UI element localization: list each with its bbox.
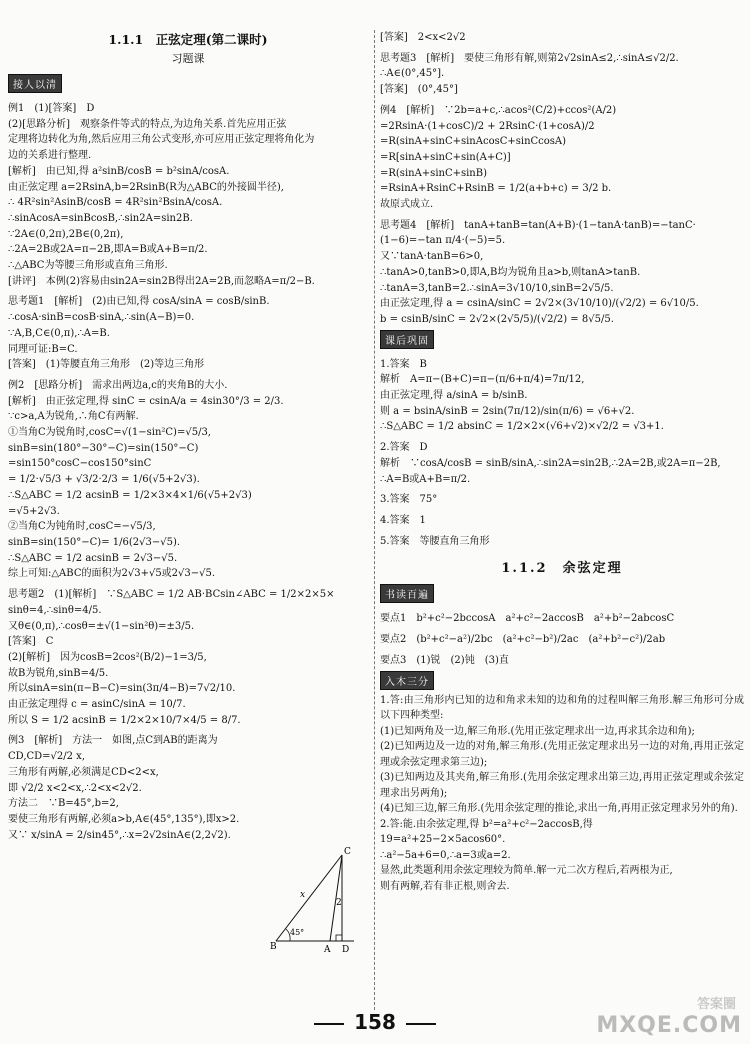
text-line: = 1/2·√5/3 + √3/2·2/3 = 1/6(√5+2√3).	[8, 474, 200, 486]
text-line: [解析] 由正弦定理,得 sinC = csinA/a = 4sin30°/3 = 2/3.	[8, 395, 284, 407]
section-title-2: 1.1.2 余弦定理	[501, 561, 623, 577]
left-column	[8, 0, 368, 1004]
text-line: ∴ 4R²sin²AsinB/cosB = 4R²sin²BsinA/cosA.	[8, 197, 223, 209]
text-line: [答案] C	[8, 636, 54, 648]
answer-paragraph: 19=a²+25−2×5acos60°.	[380, 834, 506, 845]
key-points-block	[380, 611, 744, 668]
tag-label: 书读百遍	[380, 584, 434, 603]
text-line: 同理可证:B=C.	[8, 343, 78, 355]
figure-label-d: D	[342, 945, 350, 956]
triangle-figure-area	[8, 843, 368, 963]
text-line: 3.答案 75°	[380, 494, 438, 506]
text-line: ∴S△ABC = 1/2 acsinB = 2√3−√5.	[8, 552, 178, 564]
text-line: [答案] (1)等腰直角三角形 (2)等边三角形	[8, 359, 205, 371]
text-line: ∴tanA>0,tanB>0,即A,B均为锐角且a>b,则tanA>tanB.	[380, 266, 641, 278]
text-line: ∴cosA·sinB=cosB·sinA,∴sin(A−B)=0.	[8, 312, 195, 324]
answer-paragraph: (4)已知三边,解三角形.(先用余弦定理的推论,求出一角,再用正弦定理求另外的角).	[380, 803, 738, 814]
key-point-line: 要点1 b²+c²−2bccosA a²+c²−2accosB a²+b²−2abcosC	[380, 613, 675, 625]
text-line: 方法二 ∵B=45°,b=2,	[8, 798, 119, 810]
text-line: ∴△ABC为等腰三角形或直角三角形.	[8, 260, 168, 272]
page-number-text: 158	[354, 1010, 396, 1034]
text-line: ∴2A=2B或2A=π−2B,即A=B或A+B=π/2.	[8, 244, 208, 256]
watermark-top: 答案圈	[696, 997, 736, 1012]
answer-paragraph: 显然,此类题利用余弦定理较为简单.解一元二次方程后,若两根为正,	[380, 865, 673, 876]
right-column	[380, 0, 744, 1004]
text-line: ∴A=B或A+B=π/2.	[380, 473, 471, 485]
text-line: 故B为锐角,sinB=4/5.	[8, 667, 109, 679]
answer-paragraph: (3)已知两边及其夹角,解三角形.(先用余弦定理求出第三边,再用正弦定理或余弦定理求出另两角);	[380, 772, 744, 799]
text-line: [解析] 由已知,得 a²sinB/cosB = b²sinA/cosA.	[8, 165, 230, 177]
text-line: ①当角C为锐角时,cosC=√(1−sin²C)=√5/3,	[8, 427, 211, 439]
answers-paragraphs	[380, 693, 744, 895]
text-line: sinθ=4,∴sinθ=4/5.	[8, 604, 102, 616]
right-top-text-block	[380, 30, 744, 328]
text-line: ∴A∈(0°,45°].	[380, 68, 445, 80]
key-point-line: 要点2 (b²+c²−a²)/2bc (a²+c²−b²)/2ac (a²+b²−c²)/2ab	[380, 634, 666, 646]
text-line: 1.答案 B	[380, 358, 427, 370]
text-line: 所以 S = 1/2 acsinB = 1/2×2×10/7×4/5 = 8/7.	[8, 714, 241, 726]
text-line: ∵c>a,A为锐角,∴角C有两解.	[8, 411, 139, 423]
text-line: 即 √2/2 x<2<x,∴2<x<2√2.	[8, 782, 142, 794]
text-line: 例3 [解析] 方法一 如图,点C到AB的距离为	[8, 735, 218, 747]
key-point-line: 要点3 (1)锐 (2)钝 (3)直	[380, 654, 509, 666]
text-line: 例2 [思路分析] 需求出两边a,c的夹角B的大小.	[8, 379, 228, 391]
text-line: 又∵ x/sinA = 2/sin45°,∴x=2√2sinA∈(2,2√2).	[8, 829, 231, 841]
text-line: 思考题4 [解析] tanA+tanB=tan(A+B)·(1−tanA·tanB)=−tanC·	[380, 219, 696, 231]
tag-label: 接人以清	[8, 74, 62, 93]
figure-label-angle: 45°	[290, 928, 305, 938]
text-line: 又θ∈(0,π),∴cosθ=±√(1−sin²θ)=±3/5.	[8, 620, 195, 632]
text-line: 所以sinA=sin(π−B−C)=sin(3π/4−B)=7√2/10.	[8, 683, 236, 695]
text-line: 思考题3 [解析] 要使三角形有解,则第2√2sinA≤2,∴sinA≤√2/2.	[380, 52, 679, 64]
text-line: ∵2A∈(0,2π),2B∈(0,2π),	[8, 228, 124, 240]
text-line: [答案] 2<x<2√2	[380, 32, 466, 43]
left-text-block	[8, 101, 368, 843]
text-line: [答案] (0°,45°]	[380, 84, 458, 96]
text-line: 综上可知:△ABC的面积为2√3+√5或2√3−√5.	[8, 568, 216, 580]
answer-paragraph: 1.答:由三角形内已知的边和角求未知的边和角的过程叫解三角形.解三角形可分成以下四种类型:	[380, 694, 744, 721]
text-line: 4.答案 1	[380, 514, 426, 526]
text-line: sinB=sin(150°−C)= 1/6(2√3−√5).	[8, 536, 181, 548]
answer-paragraph: (1)已知两角及一边,解三角形.(先用正弦定理求出一边,再求其余边和角);	[380, 725, 695, 737]
figure-label-c: C	[344, 847, 351, 858]
text-line: =R(sinA+sinC+sinAcosC+sinCcosA)	[380, 136, 567, 148]
answer-paragraph: 则有两解,若有非正根,则舍去.	[380, 880, 510, 892]
text-line: 三角形有两解,必须满足CD<2<x,	[8, 766, 159, 778]
triangle-figure	[270, 845, 360, 955]
text-line: 思考题1 [解析] (2)由已知,得 cosA/sinA = cosB/sinB.	[8, 296, 270, 308]
text-line: [讲评] 本例(2)容易由sin2A=sin2B得出2A=2B,而忽略A=π/2−B.	[8, 275, 315, 287]
figure-label-x: x	[300, 890, 306, 901]
text-line: ∴S△ABC = 1/2 absinC = 1/2×2×(√6+√2)×√2/2 = √3+1.	[380, 421, 664, 433]
text-line: 5.答案 等腰直角三角形	[380, 535, 490, 547]
text-line: 故原式成立.	[380, 199, 434, 211]
text-line: ∵A,B,C∈(0,π),∴A=B.	[8, 327, 110, 339]
text-line: ∴tanA=3,tanB=2.∴sinA=3√10/10,sinB=2√5/5.	[380, 282, 614, 294]
text-line: 要使三角形有两解,必须a>b,A∈(45°,135°),即x>2.	[8, 813, 240, 825]
text-line: 由正弦定理得 c = asinC/sinA = 10/7.	[8, 699, 186, 711]
figure-label-2: 2	[336, 898, 342, 909]
text-line: 由正弦定理 a=2RsinA,b=2RsinB(R为△ABC的外接圆半径),	[8, 181, 284, 193]
text-line: CD,CD=√2/2 x,	[8, 751, 86, 763]
text-line: 又∵tanA·tanB=6>0,	[380, 251, 484, 263]
text-line: 例1 (1)[答案] D	[8, 103, 95, 114]
tag-label: 入木三分	[380, 671, 434, 690]
text-line: ∴sinAcosA=sinBcosB,∴sin2A=sin2B.	[8, 212, 193, 224]
right-exercise-answers	[380, 357, 744, 550]
text-line: ②当角C为钝角时,cosC=−√5/3,	[8, 521, 156, 533]
text-line: sinB=sin(180°−30°−C)=sin(150°−C)	[8, 442, 199, 454]
text-line: b = csinB/sinC = 2√2×(2√5/5)/(√2/2) = 8√5/5.	[380, 313, 614, 325]
answer-paragraph: (2)已知两边及一边的对角,解三角形.(先用正弦定理求出另一边的对角,再用正弦定理或余弦定理求第三边);	[380, 741, 744, 768]
text-line: 解析 A=π−(B+C)=π−(π/6+π/4)=7π/12,	[380, 374, 585, 386]
column-divider	[374, 30, 375, 1010]
text-line: =√5+2√3.	[8, 505, 60, 517]
text-line: 由正弦定理,得 a = csinA/sinC = 2√2×(3√10/10)/(√2/2) = 6√10/5.	[380, 298, 699, 310]
text-line: =R[sinA+sinC+sin(A+C)]	[380, 151, 511, 163]
text-line: =2RsinA·(1+cosC)/2 + 2RsinC·(1+cosA)/2	[380, 120, 595, 132]
answer-paragraph: ∴a²−5a+6=0,∴a=3或a=2.	[380, 849, 511, 861]
text-line: 则 a = bsinA/sinB = 2sin(7π/12)/sin(π/6) = √6+√2.	[380, 405, 635, 417]
text-line: 定理将边转化为角,然后应用三角公式变形,亦可应用正弦定理将角化为	[8, 134, 315, 146]
text-line: (1−6)=−tan π/4·(−5)=5.	[380, 235, 506, 247]
text-line: 边的关系进行整理.	[8, 150, 92, 162]
answer-paragraph: 2.答:能.由余弦定理,得 b²=a²+c²−2accosB,得	[380, 818, 593, 830]
text-line: =sin150°cosC−cos150°sinC	[8, 458, 152, 470]
section-title: 1.1.1 正弦定理(第二课时)	[108, 32, 268, 47]
text-line: 2.答案 D	[380, 442, 428, 454]
text-line: 思考题2 (1)[解析] ∵S△ABC = 1/2 AB·BCsin∠ABC = 1/2×2×5×	[8, 589, 335, 601]
tag-label: 课后巩固	[380, 330, 434, 349]
section-subtitle: 习题课	[171, 52, 205, 65]
text-line: 例4 [解析] ∵2b=a+c,∴acos²(C/2)+ccos²(A/2)	[380, 104, 617, 116]
text-line: =RsinA+RsinC+RsinB = 1/2(a+b+c) = 3/2 b.	[380, 183, 612, 195]
text-line: ∴S△ABC = 1/2 acsinB = 1/2×3×4×1/6(√5+2√3)	[8, 489, 252, 501]
watermark-logo: MXQE.COM	[596, 1013, 742, 1038]
figure-label-a: A	[324, 945, 331, 956]
text-line: =R(sinA+sinC+sinB)	[380, 167, 488, 179]
text-line: (2)[思路分析] 观察条件等式的特点,为边角关系.首先应用正弦	[8, 118, 287, 130]
text-line: 由正弦定理,得 a/sinA = b/sinB.	[380, 390, 528, 402]
text-line: (2)[解析] 因为cosB=2cos²(B/2)−1=3/5,	[8, 651, 207, 663]
figure-label-b: B	[270, 942, 277, 953]
text-line: 解析 ∵cosA/cosB = sinB/sinA,∴sin2A=sin2B,∴2A=2B,或2A=π−2B,	[380, 457, 721, 469]
